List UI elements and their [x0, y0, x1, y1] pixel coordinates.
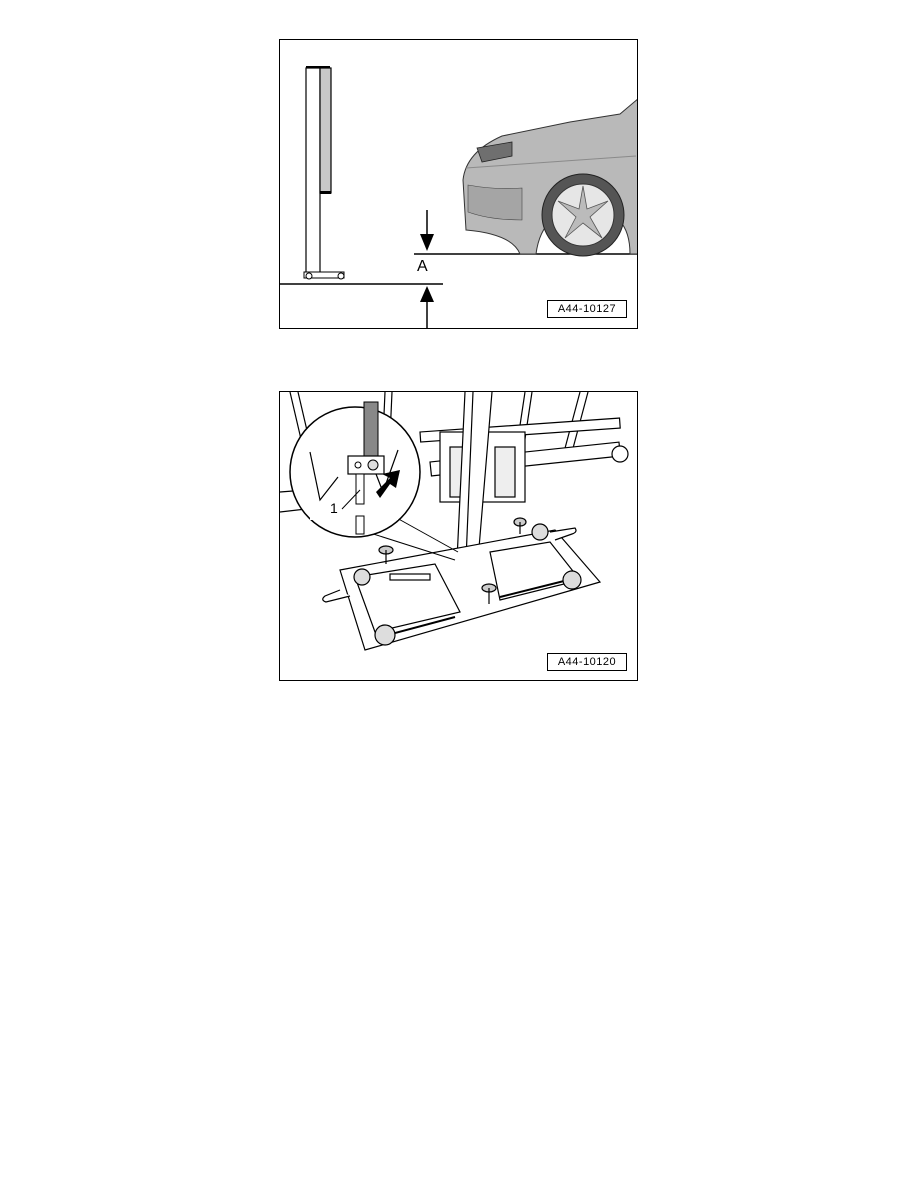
callout-label-1: 1 [330, 500, 338, 516]
figure-1-illustration [280, 40, 638, 329]
figure-1 [279, 39, 638, 329]
detail-magnifier-circle [290, 402, 458, 560]
car-front-wheel-drawing [463, 98, 638, 256]
figure-2 [279, 391, 638, 681]
figure-code: A44-10127 [547, 300, 627, 318]
dimension-label-a: A [417, 258, 428, 275]
alignment-stand-drawing [304, 66, 344, 279]
figure-2-illustration [280, 392, 638, 681]
figure-code: A44-10120 [547, 653, 627, 671]
